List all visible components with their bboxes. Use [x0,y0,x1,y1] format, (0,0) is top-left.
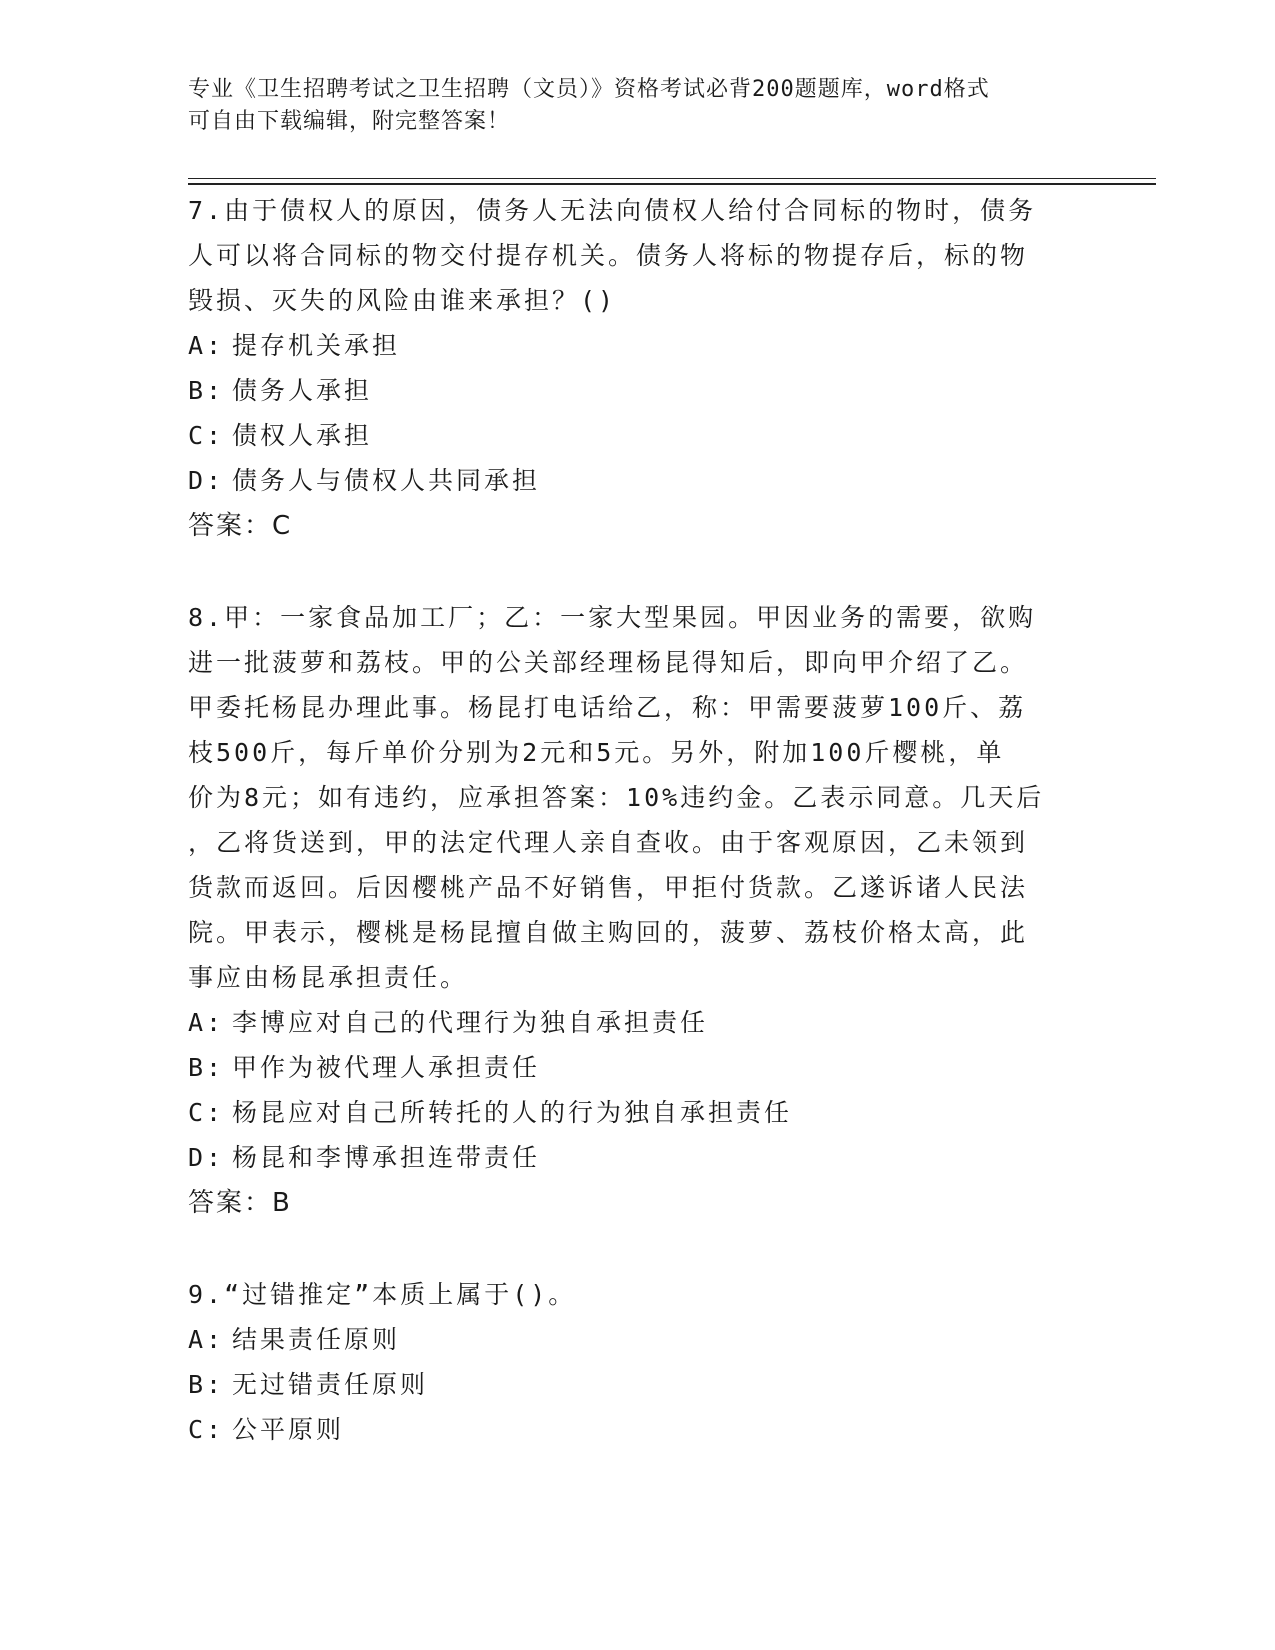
option-a [188,323,1088,368]
option-letter: A: [188,1008,225,1037]
option-letter: A: [188,1325,225,1354]
option-text: 提存机关承担 [232,331,401,360]
question-stem-line: 甲委托杨昆办理此事。杨昆打电话给乙，称：甲需要菠萝100斤、荔 [188,693,1027,722]
option-letter: B: [188,1370,225,1399]
option-text: 债务人与债权人共同承担 [232,466,541,495]
option-a [188,1000,1088,1045]
question-stem-line: ，乙将货送到，甲的法定代理人亲自查收。由于客观原因，乙未领到 [188,828,1029,857]
header-line-2: 可自由下载编辑，附完整答案！ [188,109,511,134]
option-letter: C: [188,1415,225,1444]
option-letter: B: [188,376,225,405]
question-stem-line: 枝500斤，每斤单价分别为2元和5元。另外，附加100斤樱桃，单 [188,738,1005,767]
question-stem-line: 8.甲：一家食品加工厂；乙：一家大型果园。甲因业务的需要，欲购 [188,603,1037,632]
option-letter: C: [188,421,225,450]
option-text: 杨昆和李博承担连带责任 [232,1143,541,1172]
option-b [188,1362,1088,1407]
header-divider-thin [188,178,1156,179]
option-letter: D: [188,466,225,495]
option-text: 结果责任原则 [232,1325,401,1354]
answer-line: 答案：B [188,1188,292,1218]
option-text: 无过错责任原则 [232,1370,429,1399]
question-stem-line: 进一批菠萝和荔枝。甲的公关部经理杨昆得知后，即向甲介绍了乙。 [188,648,1029,677]
option-text: 公平原则 [232,1415,345,1444]
option-a [188,1317,1088,1362]
option-c [188,413,1088,458]
header-divider-thick [188,183,1156,185]
header-line-1: 专业《卫生招聘考试之卫生招聘（文员）》资格考试必背200题题库，word格式 [188,77,990,102]
option-d [188,458,1088,503]
question-stem-line: 9.“过错推定”本质上属于()。 [188,1280,577,1309]
question-9 [188,1272,1088,1452]
option-text: 债务人承担 [232,376,373,405]
question-stem-line: 7.由于债权人的原因，债务人无法向债权人给付合同标的物时，债务 [188,196,1037,225]
question-list [188,188,1088,1452]
answer-line: 答案：C [188,511,293,541]
option-text: 甲作为被代理人承担责任 [232,1053,541,1082]
option-b [188,1045,1088,1090]
question-spacer [188,1226,1088,1272]
option-b [188,368,1088,413]
question-stem-line: 院。甲表示，樱桃是杨昆擅自做主购回的，菠萝、荔枝价格太高，此 [188,918,1029,947]
option-c [188,1090,1088,1135]
question-stem-line: 毁损、灭失的风险由谁来承担？() [188,286,617,315]
option-c [188,1407,1088,1452]
document-header [188,74,1088,138]
question-stem-line: 货款而返回。后因樱桃产品不好销售，甲拒付货款。乙遂诉诸人民法 [188,873,1029,902]
option-letter: A: [188,331,225,360]
option-text: 李博应对自己的代理行为独自承担责任 [232,1008,709,1037]
option-letter: C: [188,1098,225,1127]
question-spacer [188,549,1088,595]
option-letter: B: [188,1053,225,1082]
option-text: 杨昆应对自己所转托的人的行为独自承担责任 [232,1098,793,1127]
option-letter: D: [188,1143,225,1172]
question-stem-line: 人可以将合同标的物交付提存机关。债务人将标的物提存后，标的物 [188,241,1029,270]
option-text: 债权人承担 [232,421,373,450]
question-7 [188,188,1088,549]
question-stem-line: 价为8元；如有违约，应承担答案：10%违约金。乙表示同意。几天后 [188,783,1045,812]
question-stem-line: 事应由杨昆承担责任。 [188,963,469,992]
question-8 [188,595,1088,1226]
option-d [188,1135,1088,1180]
